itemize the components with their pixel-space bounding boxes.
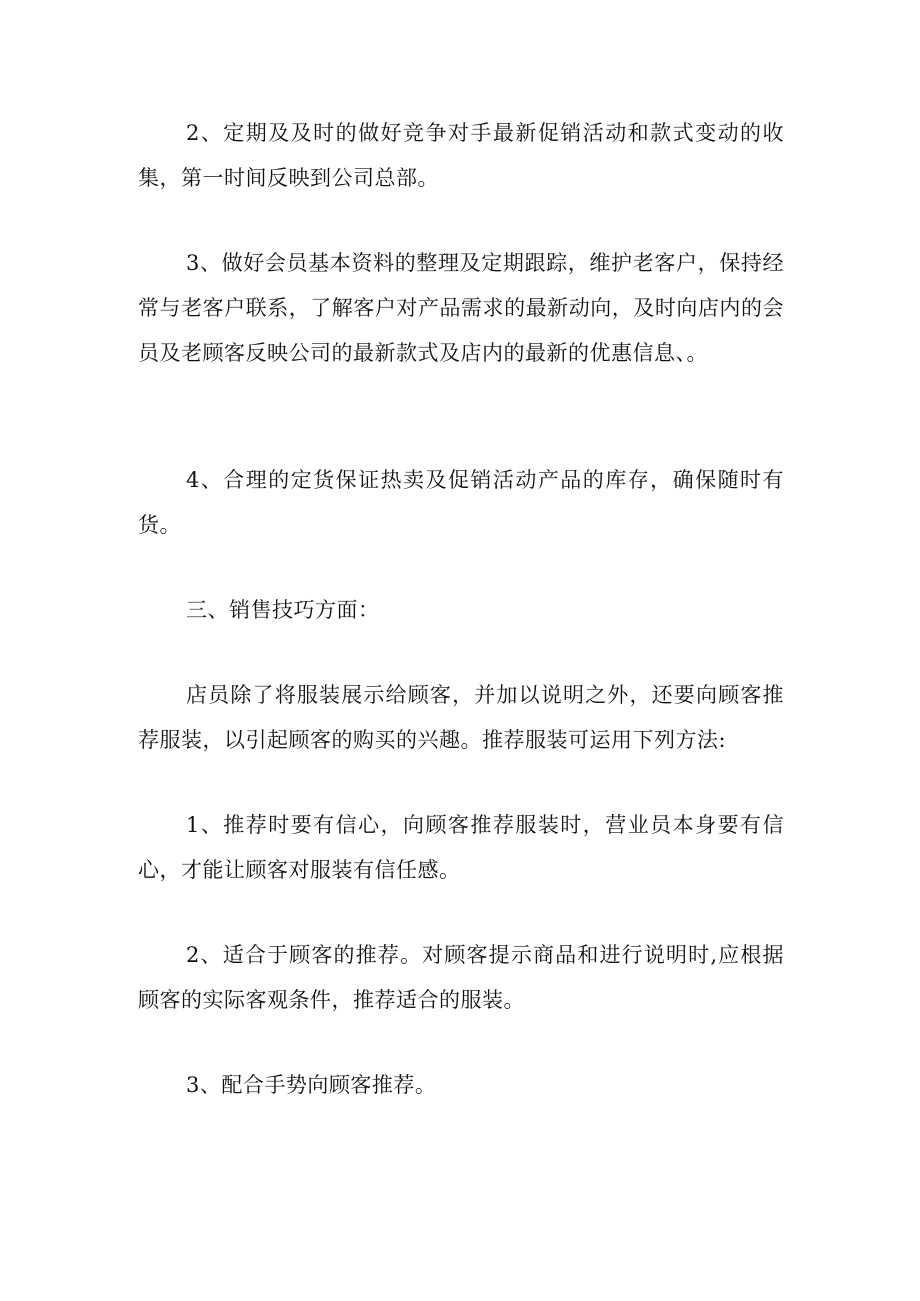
paragraph-item-3-member-management: 3、做好会员基本资料的整理及定期跟踪，维护老客户，保持经常与老客户联系，了解客户对产品需求的最新动向，及时向店内的会员及老顾客反映公司的最新款式及店内的最新的优惠信息、。 [138, 251, 784, 365]
paragraph-item-3-gestures: 3、配合手势向顾客推荐。 [186, 1073, 437, 1097]
paragraph-item-2-competitor-info: 2、定期及及时的做好竞争对手最新促销活动和款式变动的收集，第一时间反映到公司总部。 [138, 121, 784, 190]
paragraph-recommendation-intro: 店员除了将服装展示给顾客，并加以说明之外，还要向顾客推荐服装，以引起顾客的购买的兴趣。推荐服装可运用下列方法: [138, 683, 784, 752]
paragraph-item-4-inventory: 4、合理的定货保证热卖及促销活动产品的库存，确保随时有货。 [138, 468, 784, 537]
section-heading-sales-skills: 三、销售技巧方面： [186, 598, 380, 622]
paragraph-item-1-confidence: 1、推荐时要有信心，向顾客推荐服装时，营业员本身要有信心，才能让顾客对服装有信任感。 [138, 813, 784, 882]
paragraph-item-2-suitable: 2、适合于顾客的推荐。对顾客提示商品和进行说明时,应根据顾客的实际客观条件，推荐适合的服装。 [138, 943, 784, 1012]
